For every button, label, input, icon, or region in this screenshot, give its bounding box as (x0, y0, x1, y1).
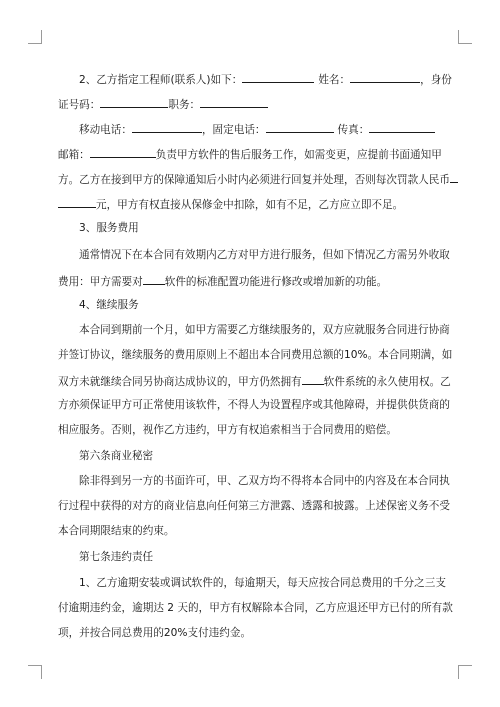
article-7-line-2: 付逾期违约金，逾期达 2 天的，甲方有权解除本合同，乙方应退还甲方已付的所有款 (58, 602, 453, 614)
renewal-line-4: 方亦须保证甲方可正常使用该软件，不得人为设置程序或其他障碍，并提供供货商的 (58, 399, 450, 411)
blank-field (450, 171, 458, 183)
contact-line-4 (58, 146, 442, 162)
email-label: 邮箱： (58, 149, 90, 161)
fixed-phone-label: ，固定电话： (201, 124, 266, 136)
article-7-heading: 第七条违约责任 (79, 551, 154, 563)
id-label-tail: ，身份 (420, 74, 452, 86)
blank-field (302, 373, 324, 385)
renewal-line-3b: 软件系统的永久使用权。乙 (323, 376, 451, 388)
job-label: 职务： (168, 99, 201, 111)
blank-field (242, 71, 314, 83)
contact-line-1 (79, 71, 452, 87)
article-6-heading: 第六条商业秘密 (79, 450, 154, 462)
renewal-line-1: 本合同到期前一个月，如甲方需要乙方继续服务的，双方应就服务合同进行协商 (79, 324, 450, 336)
renewal-line-3 (58, 373, 451, 389)
contact-line-6 (58, 196, 442, 212)
crop-mark-top-left (28, 30, 42, 44)
renewal-line-3a: 双方未就继续合同另协商达成协议的，甲方仍然拥有 (58, 376, 302, 388)
mobile-label: 移动电话： (79, 124, 132, 136)
article-7-line-3: 项，并按合同总费用的20%支付违约金。 (58, 627, 252, 639)
email-tail-text: 负责甲方软件的售后服务工作，如需变更，应提前书面通知甲 (155, 149, 442, 161)
article-6-line-1: 除非得到另一方的书面许可，甲、乙双方均不得将本合同中的内容及在本合同执 (79, 475, 450, 487)
response-text: 方。乙方在接到甲方的保障通知后小时内必须进行回复并处理，否则每次罚款人民币 (58, 174, 450, 186)
penalty-text: 元，甲方有权直接从保修金中扣除，如有不足，乙方应立即不足。 (96, 199, 404, 211)
crop-mark-top-right (458, 30, 472, 44)
fax-label: 传真： (337, 124, 370, 136)
article-6-line-3: 本合同期限结束的约束。 (58, 525, 175, 537)
article-6-line-2: 行过程中获得的对方的商业信息向任何第三方泄露、透露和披露。上述保密义务不受 (58, 500, 450, 512)
service-fee-line-2a: 费用：甲方需要对 (58, 276, 143, 288)
id-number-label: 证号码： (58, 99, 101, 111)
renewal-heading: 4、继续服务 (79, 299, 139, 311)
service-fee-line-2b: 软件的标准配置功能进行修改或增加新的功能。 (164, 276, 388, 288)
blank-field (200, 96, 268, 108)
name-label: 姓名： (318, 74, 351, 86)
contact-line-5 (58, 171, 450, 187)
blank-field (369, 121, 435, 133)
blank-field (143, 273, 165, 285)
renewal-line-5: 相应服务。否则，视作乙方违约，甲方有权追索相当于合同费用的赔偿。 (58, 424, 397, 436)
article-7-line-1: 1、乙方逾期安装或调试软件的，每逾期天，每天应按合同总费用的千分之三支 (79, 577, 446, 589)
renewal-line-2: 并签订协议，继续服务的费用原则上不超出本合同费用总额的10%。本合同期满，如 (58, 349, 453, 361)
blank-field (58, 196, 96, 208)
contact-line-2 (58, 96, 442, 112)
crop-mark-bottom-right (458, 665, 472, 679)
blank-field (100, 96, 168, 108)
blank-field (132, 121, 202, 133)
engineer-label: 2、乙方指定工程师(联系人)如下： (79, 74, 243, 86)
service-fee-line-1: 通常情况下在本合同有效期内乙方对甲方进行服务，但如下情况乙方需另外收取 (79, 249, 450, 261)
service-fee-heading: 3、服务费用 (79, 222, 139, 234)
blank-field (350, 71, 420, 83)
contact-line-3 (79, 121, 442, 137)
service-fee-line-2 (58, 273, 442, 289)
blank-field (90, 146, 156, 158)
crop-mark-bottom-left (28, 665, 42, 679)
blank-field (266, 121, 334, 133)
